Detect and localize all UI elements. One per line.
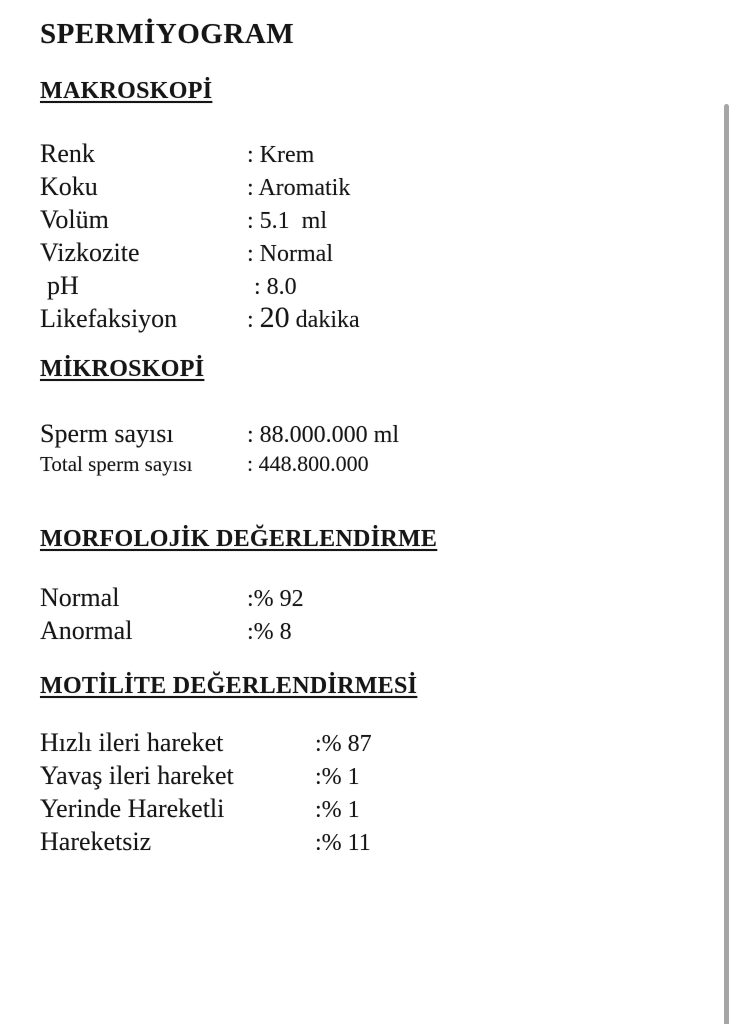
row-value: : 448.800.000 bbox=[247, 451, 369, 476]
scrollbar-thumb[interactable] bbox=[724, 104, 729, 1024]
table-row bbox=[40, 138, 689, 171]
row-value: : Aromatik bbox=[247, 175, 351, 201]
row-value: :% 11 bbox=[315, 830, 371, 856]
row-value: : 8.0 bbox=[254, 274, 297, 300]
row-label: Sperm sayısı bbox=[40, 419, 174, 448]
table-row bbox=[40, 615, 689, 648]
makroskopi-rows bbox=[40, 138, 689, 336]
row-value: : 88.000.000 ml bbox=[247, 422, 400, 448]
section-heading-motilite: MOTİLİTE DEĞERLENDİRMESİ bbox=[40, 673, 418, 699]
value-unit: dakika bbox=[289, 307, 360, 333]
row-value bbox=[247, 303, 360, 336]
table-row bbox=[40, 171, 689, 204]
section-heading-morfolojik: MORFOLOJİK DEĞERLENDİRME bbox=[40, 526, 438, 552]
morfolojik-rows bbox=[40, 582, 689, 648]
row-value: :% 1 bbox=[315, 764, 360, 790]
motilite-rows bbox=[40, 727, 689, 859]
row-value: :% 1 bbox=[315, 797, 360, 823]
row-label: Vizkozite bbox=[40, 238, 140, 267]
table-row bbox=[40, 204, 689, 237]
mikroskopi-rows bbox=[40, 418, 689, 477]
row-value: :% 8 bbox=[247, 619, 292, 645]
row-label: pH bbox=[47, 271, 79, 300]
row-label: Renk bbox=[40, 139, 95, 168]
row-label: Likefaksiyon bbox=[40, 304, 178, 333]
row-value: :% 87 bbox=[315, 731, 372, 757]
section-heading-makroskopi: MAKROSKOPİ bbox=[40, 78, 213, 104]
row-label: Total sperm sayısı bbox=[40, 452, 193, 476]
row-label: Yavaş ileri hareket bbox=[40, 761, 234, 790]
row-value: :% 92 bbox=[247, 586, 304, 612]
table-row bbox=[40, 826, 689, 859]
row-label: Koku bbox=[40, 172, 98, 201]
value-number: 20 bbox=[259, 301, 290, 334]
section-heading-mikroskopi: MİKROSKOPİ bbox=[40, 356, 205, 382]
table-row bbox=[40, 760, 689, 793]
row-label: Yerinde Hareketli bbox=[40, 794, 225, 823]
row-label: Hızlı ileri hareket bbox=[40, 728, 224, 757]
row-label: Anormal bbox=[40, 616, 133, 645]
value-colon: : bbox=[247, 307, 260, 333]
row-label: Normal bbox=[40, 583, 120, 612]
table-row bbox=[40, 727, 689, 760]
table-row bbox=[40, 582, 689, 615]
row-value: : Krem bbox=[247, 142, 315, 168]
table-row bbox=[40, 418, 689, 451]
table-row bbox=[40, 303, 689, 336]
report-title: SPERMİYOGRAM bbox=[40, 18, 295, 50]
row-label: Hareketsiz bbox=[40, 827, 152, 856]
table-row bbox=[40, 270, 689, 303]
row-value: : Normal bbox=[247, 241, 333, 267]
table-row bbox=[40, 451, 689, 477]
row-label: Volüm bbox=[40, 205, 109, 234]
row-value: : 5.1 ml bbox=[247, 208, 328, 234]
table-row bbox=[40, 237, 689, 270]
table-row bbox=[40, 793, 689, 826]
